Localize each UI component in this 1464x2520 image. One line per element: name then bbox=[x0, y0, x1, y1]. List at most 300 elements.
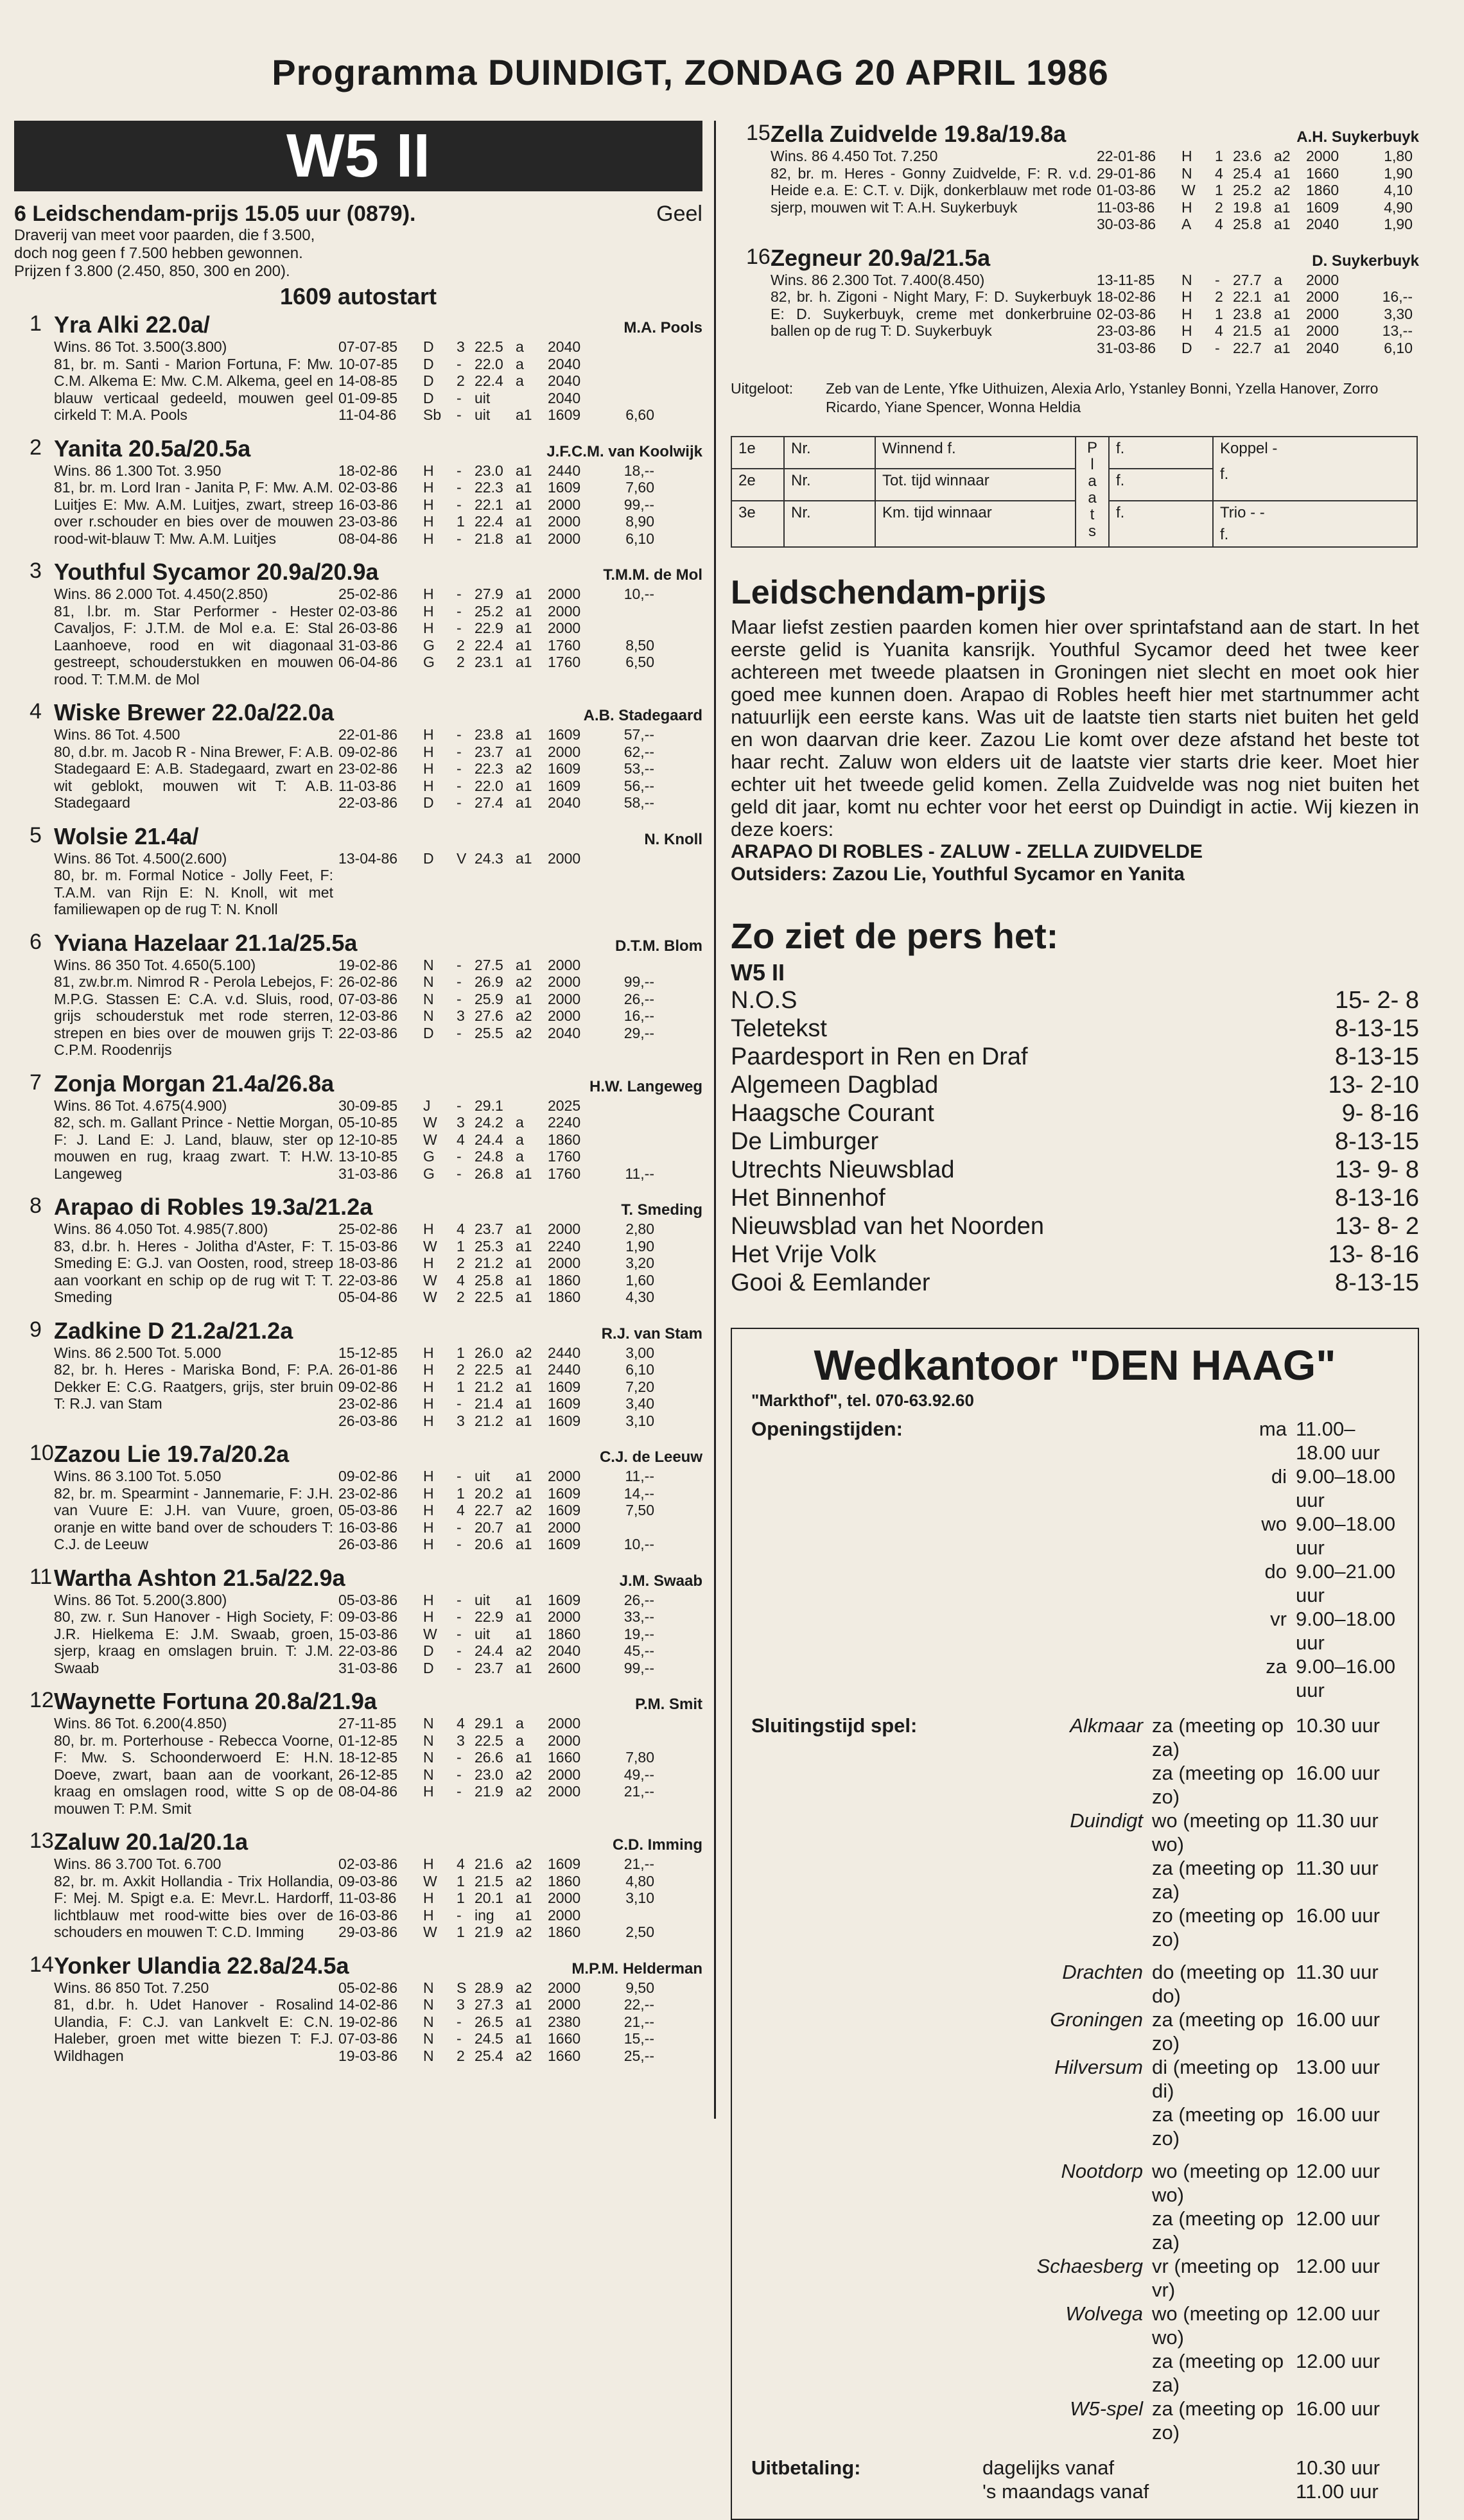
result-odds: 4,80 bbox=[625, 1872, 654, 1890]
result-time: 21.5 bbox=[475, 1872, 503, 1890]
horse-trainer: M.P.M. Helderman bbox=[571, 1960, 702, 1977]
horse-description: Wins. 86 Tot. 6.200(4.850) 80, br. m. Porterhouse - Rebecca Voorne, F: Mw. S. Schoonderwoerd E: H.N. Doeve, zwart, baan aan de voorkant, kraag en omslagen rood, witte S op de mouwen T: P.M. Smit bbox=[54, 1715, 333, 1817]
result-row bbox=[338, 1626, 702, 1643]
result-date: 10-07-85 bbox=[338, 355, 398, 372]
result-track: W bbox=[423, 1271, 437, 1289]
result-track: D bbox=[423, 389, 434, 406]
result-odds bbox=[609, 372, 654, 390]
result-time: 27.7 bbox=[1233, 271, 1262, 288]
horse-trainer: A.H. Suykerbuyk bbox=[1296, 128, 1419, 146]
result-start: a1 bbox=[516, 636, 532, 654]
horse-details bbox=[54, 957, 702, 1059]
result-place: - bbox=[457, 777, 462, 794]
press-row bbox=[731, 986, 1419, 1014]
result-place: 3 bbox=[457, 1996, 465, 2013]
horse-details bbox=[54, 338, 702, 424]
result-row bbox=[338, 794, 702, 812]
result-distance: 2000 bbox=[548, 496, 581, 513]
horse-name: Wartha Ashton 21.5a/22.9a bbox=[54, 1564, 345, 1591]
result-distance: 1609 bbox=[548, 1502, 581, 1518]
result-time: 21.5 bbox=[1233, 322, 1262, 339]
result-track: N bbox=[423, 1007, 434, 1024]
ws-label bbox=[751, 2055, 982, 2103]
result-time: 23.6 bbox=[1233, 148, 1262, 164]
ws-time: 9.00–18.00 uur bbox=[1296, 1608, 1396, 1654]
uitgeloot-names: Zeb van de Lente, Yfke Uithuizen, Alexia Arlo, Ystanley Bonni, Yzella Hanover, Zorro Ricardo, Yiane Spencer, Wonna Heldia bbox=[826, 380, 1379, 415]
result-time: 25.3 bbox=[475, 1237, 503, 1255]
result-track: H bbox=[423, 462, 434, 479]
result-start: a1 bbox=[516, 726, 532, 743]
result-row bbox=[338, 1221, 702, 1238]
result-track: H bbox=[423, 1906, 434, 1924]
ws-place: Nootdorp bbox=[1061, 2160, 1143, 2182]
preview-pick: ARAPAO DI ROBLES - ZALUW - ZELLA ZUIDVELDE bbox=[731, 841, 1203, 862]
uitgeloot-label: Uitgeloot: bbox=[731, 380, 794, 397]
horse-name: Zegneur 20.9a/21.5a bbox=[771, 244, 991, 271]
result-place: 1 bbox=[1215, 148, 1223, 164]
result-start: a1 bbox=[516, 1165, 532, 1182]
horse-results bbox=[333, 1097, 702, 1183]
ws-label bbox=[751, 2349, 982, 2397]
result-odds bbox=[609, 356, 654, 373]
result-track: H bbox=[1181, 148, 1192, 164]
result-date: 09-02-86 bbox=[338, 1468, 398, 1484]
horse-header bbox=[54, 930, 702, 957]
horse-entry bbox=[14, 1194, 702, 1306]
result-track: W bbox=[423, 1131, 437, 1148]
horse-name: Zazou Lie 19.7a/20.2a bbox=[54, 1441, 290, 1467]
horse-number: 3 bbox=[30, 559, 42, 583]
result-date: 30-09-85 bbox=[338, 1097, 398, 1114]
result-start: a1 bbox=[516, 496, 532, 513]
horse-number: 10 bbox=[30, 1441, 54, 1465]
result-date: 13-10-85 bbox=[338, 1148, 398, 1165]
result-row bbox=[338, 1272, 702, 1289]
result-track: N bbox=[423, 1996, 434, 2013]
ws-day: za (meeting op za) bbox=[1152, 1714, 1284, 1760]
result-time: 29.1 bbox=[475, 1715, 503, 1732]
ws-time: 16.00 uur bbox=[1296, 1762, 1380, 1784]
result-distance: 1609 bbox=[548, 777, 581, 794]
result-place: - bbox=[457, 794, 462, 811]
horse-trainer: J.M. Swaab bbox=[619, 1572, 702, 1590]
result-time: 22.4 bbox=[475, 636, 503, 654]
ws-time: 11.30 uur bbox=[1296, 1857, 1379, 1879]
result-date: 26-01-86 bbox=[338, 1361, 398, 1378]
result-distance: 2000 bbox=[548, 1608, 581, 1625]
result-row bbox=[1097, 216, 1419, 233]
result-distance: 1860 bbox=[548, 1271, 581, 1289]
result-date: 07-03-86 bbox=[338, 2030, 398, 2047]
result-time: 22.4 bbox=[475, 513, 503, 530]
result-odds bbox=[609, 1148, 654, 1165]
result-distance: 2000 bbox=[548, 849, 581, 867]
horse-number: 5 bbox=[30, 822, 42, 847]
result-distance: 2000 bbox=[548, 1979, 581, 1996]
result-start: a1 bbox=[516, 1361, 532, 1378]
press-row bbox=[731, 1014, 1419, 1043]
result-row bbox=[338, 637, 702, 654]
ws-time: 10.30 uur bbox=[1296, 2456, 1380, 2479]
result-start: a2 bbox=[516, 1024, 532, 1041]
result-time: 23.1 bbox=[475, 654, 503, 670]
horse-entry bbox=[14, 823, 702, 918]
race-start-type: 1609 autostart bbox=[279, 283, 437, 309]
ws-place bbox=[982, 1856, 1152, 1904]
result-row bbox=[1097, 340, 1419, 357]
result-distance: 2440 bbox=[548, 1361, 581, 1378]
closing-row bbox=[751, 1714, 1399, 1761]
horse-header bbox=[54, 1952, 702, 1979]
ws-day: za (meeting op zo) bbox=[1152, 1762, 1284, 1808]
result-distance: 2000 bbox=[1306, 271, 1339, 288]
press-pick: 13- 8-16 bbox=[1328, 1241, 1419, 1268]
result-track: W bbox=[423, 1237, 437, 1255]
betting-office-address: "Markthof", tel. 070-63.92.60 bbox=[751, 1391, 974, 1410]
ws-day: za (meeting op zo) bbox=[1152, 2397, 1284, 2444]
result-row bbox=[338, 1592, 702, 1609]
result-place: - bbox=[457, 1536, 462, 1552]
result-odds: 8,50 bbox=[625, 636, 654, 654]
result-odds: 10,-- bbox=[623, 586, 654, 602]
result-time: 29.1 bbox=[475, 1097, 503, 1114]
ws-label bbox=[751, 1655, 982, 1702]
result-date: 02-03-86 bbox=[338, 1855, 398, 1872]
result-track: H bbox=[423, 1468, 434, 1484]
horse-entry bbox=[14, 930, 702, 1059]
horse-entry bbox=[14, 311, 702, 424]
result-date: 26-03-86 bbox=[338, 1536, 398, 1552]
result-track: H bbox=[423, 1344, 434, 1361]
result-time: 21.8 bbox=[475, 530, 503, 547]
result-distance: 1609 bbox=[548, 406, 581, 423]
result-time: uit bbox=[475, 1468, 491, 1484]
result-distance: 2000 bbox=[1306, 322, 1339, 339]
result-distance: 2000 bbox=[548, 530, 581, 547]
result-place: 1 bbox=[1215, 305, 1223, 322]
result-track: D bbox=[423, 355, 434, 372]
press-source: Utrechts Nieuwsblad bbox=[731, 1156, 955, 1183]
ws-day: za (meeting op za) bbox=[1152, 1857, 1284, 1903]
result-track: H bbox=[423, 1361, 434, 1378]
result-track: H bbox=[423, 1255, 434, 1271]
result-place: 1 bbox=[457, 1378, 465, 1395]
press-row bbox=[731, 1071, 1419, 1099]
result-start bbox=[516, 390, 548, 407]
press-row bbox=[731, 1269, 1419, 1297]
result-start: a2 bbox=[516, 1766, 532, 1783]
result-odds: 4,10 bbox=[1384, 182, 1413, 198]
result-track: H bbox=[423, 530, 434, 547]
result-track: Sb bbox=[423, 406, 442, 423]
result-start: a1 bbox=[1274, 216, 1291, 232]
result-track: N bbox=[423, 973, 434, 990]
result-track: H bbox=[423, 1412, 434, 1429]
press-source: Nieuwsblad van het Noorden bbox=[731, 1213, 1044, 1240]
horse-results bbox=[333, 1979, 702, 2065]
result-track: H bbox=[1181, 305, 1192, 322]
result-odds: 13,-- bbox=[1382, 322, 1413, 339]
horse-description: Wins. 86 2.300 Tot. 7.400(8.450) 82, br. h. Zigoni - Night Mary, F: D. Suykerbuyk E: D. Suykerbuyk, creme met donkerbruine ballen op de rug T: D. Suykerbuyk bbox=[771, 271, 1092, 339]
horse-trainer: C.J. de Leeuw bbox=[599, 1448, 702, 1466]
result-distance: 2000 bbox=[548, 1732, 581, 1749]
horse-trainer: T. Smeding bbox=[621, 1201, 702, 1219]
koppel-label: Koppel - bbox=[1220, 440, 1278, 457]
horse-entry bbox=[731, 121, 1419, 233]
result-track: H bbox=[423, 1518, 434, 1536]
result-start: a1 bbox=[516, 1468, 532, 1484]
result-start: a1 bbox=[516, 1484, 532, 1502]
horse-header bbox=[54, 559, 702, 586]
result-time: 27.5 bbox=[475, 956, 503, 973]
result-distance: 1660 bbox=[548, 2030, 581, 2047]
result-distance: 2000 bbox=[548, 1906, 581, 1924]
result-nr: Nr. bbox=[784, 437, 875, 469]
result-date: 05-03-86 bbox=[338, 1502, 398, 1518]
result-start: a2 bbox=[516, 1344, 532, 1361]
result-place: - bbox=[457, 1468, 462, 1484]
result-row bbox=[338, 1114, 702, 1131]
result-label: Km. tijd winnaar bbox=[875, 501, 1076, 547]
result-start: a2 bbox=[516, 1855, 532, 1872]
result-start: a2 bbox=[516, 1783, 532, 1800]
result-row bbox=[338, 1289, 702, 1306]
result-distance: 2000 bbox=[548, 1766, 581, 1783]
result-track: D bbox=[423, 1659, 434, 1676]
result-row bbox=[338, 1766, 702, 1784]
right-column bbox=[731, 121, 1419, 2520]
result-time: 23.8 bbox=[1233, 305, 1262, 322]
result-start: a1 bbox=[516, 2030, 532, 2047]
result-start: a2 bbox=[516, 2047, 532, 2064]
press-row bbox=[731, 1240, 1419, 1269]
result-odds: 7,60 bbox=[625, 479, 654, 496]
result-distance: 1760 bbox=[548, 1165, 581, 1182]
column-divider bbox=[714, 121, 716, 2119]
payout-row bbox=[751, 2480, 1399, 2503]
horse-description: Wins. 86 2.000 Tot. 4.450(2.850) 81, l.br. m. Star Performer - Hester Cavaljos, F: J.T.M. de Mol e.a. E: Stal Laanhoeve, rood en wit diagonaal gestreept, schouderstukken en mouwen rood. T: T.M.M. de Mol bbox=[54, 586, 333, 688]
horse-description: Wins. 86 Tot. 4.675(4.900) 82, sch. m. Gallant Prince - Nettie Morgan, F: J. Land E: J. Land, blauw, ster op mouwen en rug, kraag zwart. T: H.W. Langeweg bbox=[54, 1097, 333, 1182]
result-date: 25-02-86 bbox=[338, 586, 398, 602]
result-odds bbox=[609, 1131, 654, 1149]
press-pick: 8-13-15 bbox=[1335, 1128, 1419, 1155]
result-time: uit bbox=[475, 406, 491, 423]
horse-header bbox=[771, 245, 1419, 272]
result-place: - bbox=[457, 1395, 462, 1412]
result-time: uit bbox=[475, 1625, 491, 1642]
result-start: a1 bbox=[516, 956, 532, 973]
horse-details bbox=[771, 272, 1419, 357]
ws-time: 16.00 uur bbox=[1296, 1904, 1380, 1927]
result-place: - bbox=[1215, 271, 1220, 288]
result-start: a bbox=[516, 355, 524, 372]
ws-place bbox=[982, 2207, 1152, 2254]
horse-number: 2 bbox=[30, 435, 42, 460]
ws-time: 9.00–21.00 uur bbox=[1296, 1560, 1396, 1606]
press-source: Het Vrije Volk bbox=[731, 1241, 876, 1268]
result-odds: 7,80 bbox=[625, 1749, 654, 1766]
ws-label bbox=[751, 2159, 982, 2207]
horse-description: Wins. 86 350 Tot. 4.650(5.100) 81, zw.br.m. Nimrod R - Perola Lebejos, F: M.P.G. Stassen E: C.A. v.d. Sluis, rood, grijs schouderstuk met rode sterren, strepen en bies over de mouwen grijs T: C.P.M. Roodenrijs bbox=[54, 956, 333, 1058]
result-time: uit bbox=[475, 389, 491, 406]
result-distance: 2000 bbox=[548, 602, 581, 620]
result-distance: 1860 bbox=[548, 1625, 581, 1642]
result-form bbox=[731, 436, 1418, 548]
result-odds: 6,10 bbox=[625, 1361, 654, 1378]
horse-entry bbox=[14, 1317, 702, 1430]
result-start: a1 bbox=[516, 530, 532, 547]
closing-row bbox=[751, 2055, 1399, 2103]
result-start: a1 bbox=[516, 1608, 532, 1625]
result-place: - bbox=[457, 620, 462, 636]
result-odds: 1,60 bbox=[625, 1271, 654, 1289]
result-track: W bbox=[1181, 182, 1196, 198]
horse-description: Wins. 86 3.100 Tot. 5.050 82, br. m. Spearmint - Jannemarie, F: J.H. van Vuure E: J.H. van Vuure, groen, oranje en witte band over de schouders T: C.J. de Leeuw bbox=[54, 1468, 333, 1552]
result-row bbox=[338, 654, 702, 671]
result-place: - bbox=[457, 479, 462, 496]
result-start bbox=[516, 1097, 548, 1115]
result-time: 25.2 bbox=[1233, 182, 1262, 198]
horse-trainer: D.T.M. Blom bbox=[615, 937, 702, 955]
horse-results bbox=[333, 1468, 702, 1553]
result-odds: 25,-- bbox=[623, 2047, 654, 2064]
horse-number: 15 bbox=[746, 121, 771, 145]
result-track: H bbox=[423, 726, 434, 743]
ws-label bbox=[751, 1809, 982, 1856]
ws-place bbox=[982, 2103, 1152, 2150]
result-time: 22.4 bbox=[475, 372, 503, 389]
result-odds: 3,30 bbox=[1384, 305, 1413, 322]
result-distance: 2440 bbox=[548, 1344, 581, 1361]
result-start: a1 bbox=[516, 1237, 532, 1255]
ws-label bbox=[751, 2103, 982, 2150]
result-track: H bbox=[1181, 322, 1192, 339]
result-track: H bbox=[423, 586, 434, 602]
result-time: 22.7 bbox=[1233, 339, 1262, 356]
result-odds: 26,-- bbox=[623, 1591, 654, 1608]
result-time: 24.5 bbox=[475, 2030, 503, 2047]
result-start: a bbox=[1274, 271, 1282, 288]
horse-body bbox=[54, 435, 702, 548]
horse-trainer: A.B. Stadegaard bbox=[583, 707, 702, 724]
horse-name: Yanita 20.5a/20.5a bbox=[54, 435, 251, 462]
press-pick: 8-13-16 bbox=[1335, 1185, 1419, 1212]
horse-trainer: M.A. Pools bbox=[623, 319, 702, 336]
result-row bbox=[338, 1485, 702, 1502]
result-f: f. bbox=[1109, 501, 1213, 547]
horse-details bbox=[54, 1344, 702, 1430]
ws-day: do (meeting op do) bbox=[1152, 1961, 1285, 2007]
ws-place: Groningen bbox=[1050, 2008, 1143, 2031]
page-title: Programma DUINDIGT, ZONDAG 20 APRIL 1986 bbox=[272, 52, 1109, 92]
result-distance: 2040 bbox=[548, 372, 581, 389]
press-subtitle: W5 II bbox=[731, 959, 785, 986]
ws-label: Sluitingstijd spel: bbox=[751, 1714, 918, 1737]
trio-f: f. bbox=[1220, 526, 1229, 543]
ws-time: 12.00 uur bbox=[1296, 2207, 1380, 2230]
result-time: 25.9 bbox=[475, 990, 503, 1007]
result-date: 18-03-86 bbox=[338, 1255, 398, 1271]
ws-place: Schaesberg bbox=[1036, 2255, 1143, 2277]
ws-time: 12.00 uur bbox=[1296, 2255, 1380, 2277]
press-pick: 13- 8- 2 bbox=[1335, 1213, 1419, 1240]
closing-row bbox=[751, 2207, 1399, 2254]
horse-results bbox=[333, 1855, 702, 1941]
ws-day: wo bbox=[1261, 1513, 1287, 1535]
horse-body bbox=[54, 1441, 702, 1553]
result-odds: 3,20 bbox=[625, 1255, 654, 1271]
result-start: a1 bbox=[516, 1271, 532, 1289]
result-place: - bbox=[457, 496, 462, 513]
result-odds: 21,-- bbox=[623, 1783, 654, 1800]
result-place: - bbox=[457, 1766, 462, 1783]
horse-results bbox=[333, 957, 702, 1059]
result-start: a1 bbox=[516, 1749, 532, 1766]
result-time: 22.5 bbox=[475, 338, 503, 355]
result-distance: 2040 bbox=[548, 1024, 581, 1041]
ws-label bbox=[751, 1560, 982, 1607]
result-start: a1 bbox=[516, 1906, 532, 1924]
result-row bbox=[1097, 182, 1419, 199]
result-row bbox=[338, 1412, 702, 1430]
result-odds bbox=[609, 1907, 654, 1924]
horse-description: Wins. 86 Tot. 5.200(3.800) 80, zw. r. Sun Hanover - High Society, F: J.R. Hielkema E: J.M. Swaab, groen, sjerp, kraag en omslagen bruin. T: J.M. Swaab bbox=[54, 1591, 333, 1676]
result-time: 25.8 bbox=[1233, 216, 1262, 232]
result-row bbox=[338, 1608, 702, 1626]
ws-label bbox=[751, 1512, 982, 1560]
result-date: 05-03-86 bbox=[338, 1591, 398, 1608]
horse-name: Yviana Hazelaar 21.1a/25.5a bbox=[54, 929, 358, 956]
ws-place bbox=[982, 1904, 1152, 1951]
result-date: 02-03-86 bbox=[338, 602, 398, 620]
result-place: - bbox=[457, 602, 462, 620]
horse-header bbox=[54, 1194, 702, 1221]
result-distance: 2000 bbox=[548, 1255, 581, 1271]
result-time: 26.6 bbox=[475, 1749, 503, 1766]
result-time: 26.9 bbox=[475, 973, 503, 990]
opening-row bbox=[751, 1607, 1399, 1655]
result-start: a1 bbox=[1274, 339, 1291, 356]
result-row bbox=[338, 462, 702, 480]
horse-header bbox=[54, 311, 702, 338]
ws-day: wo (meeting op wo) bbox=[1152, 1809, 1288, 1855]
result-row bbox=[338, 1996, 702, 2013]
result-date: 31-03-86 bbox=[338, 636, 398, 654]
result-place: 2 bbox=[457, 2047, 465, 2064]
closing-row bbox=[751, 2103, 1399, 2150]
result-date: 23-03-86 bbox=[1097, 322, 1156, 339]
result-odds: 33,-- bbox=[623, 1608, 654, 1625]
closing-row bbox=[751, 1856, 1399, 1904]
result-row bbox=[1097, 165, 1419, 182]
result-row bbox=[338, 513, 702, 530]
result-distance: 2040 bbox=[1306, 216, 1339, 232]
result-start: a2 bbox=[516, 1872, 532, 1890]
result-track: N bbox=[423, 1749, 434, 1766]
result-time: 20.1 bbox=[475, 1890, 503, 1906]
result-place: S bbox=[457, 1979, 467, 1996]
result-place: 4 bbox=[457, 1221, 465, 1237]
press-source: Algemeen Dagblad bbox=[731, 1072, 939, 1099]
result-place: - bbox=[457, 406, 462, 423]
ws-label bbox=[751, 2302, 982, 2349]
result-start: a1 bbox=[516, 1395, 532, 1412]
closing-row bbox=[751, 2302, 1399, 2349]
result-place: 1 bbox=[457, 1484, 465, 1502]
press-row bbox=[731, 1099, 1419, 1127]
result-track: N bbox=[423, 1715, 434, 1732]
result-start: a1 bbox=[516, 620, 532, 636]
